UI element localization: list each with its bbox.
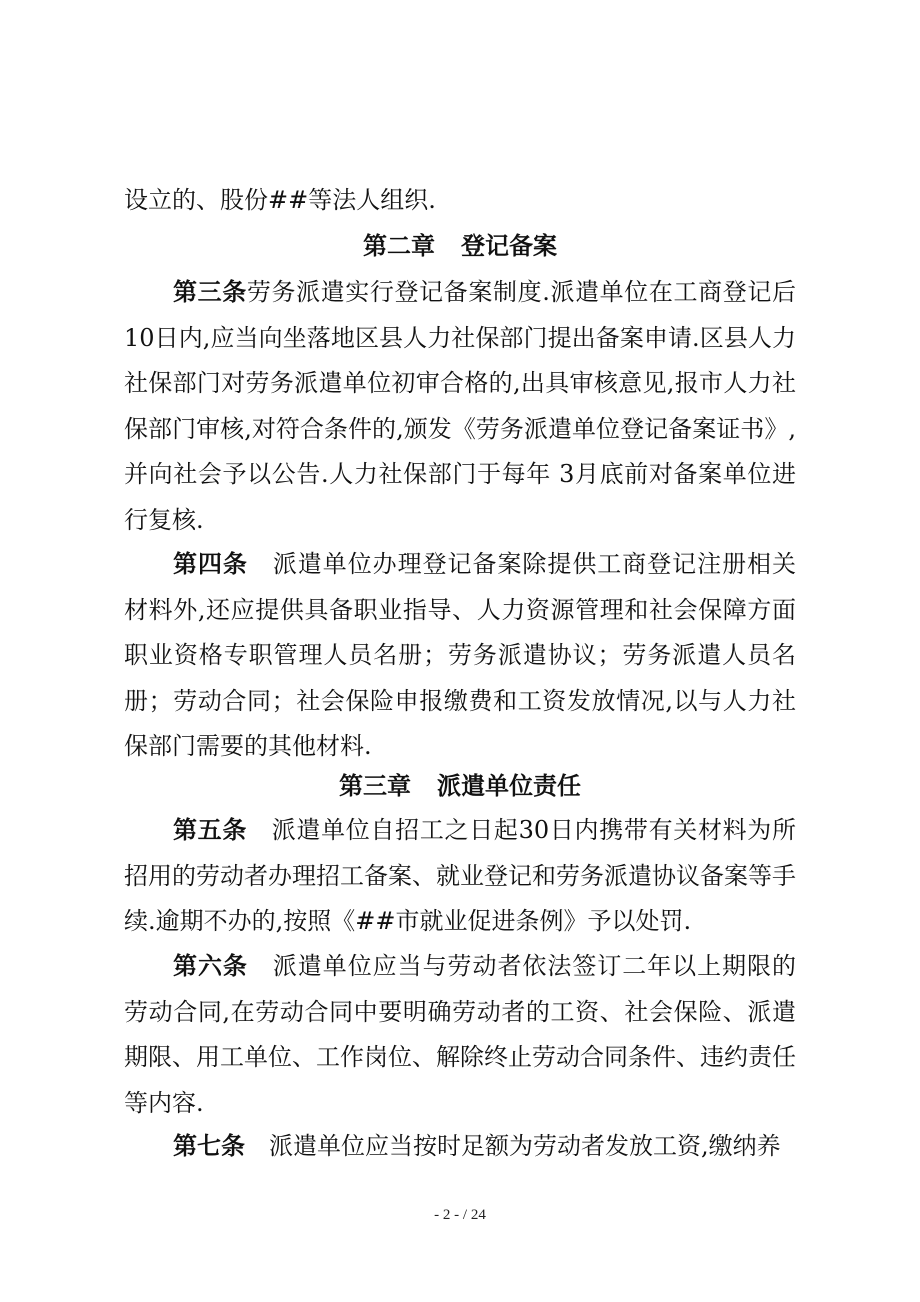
article-3-label: 第三条	[173, 278, 247, 306]
chapter-3-number: 第三章	[339, 772, 411, 800]
continuation-paragraph	[124, 178, 796, 224]
article-4-label: 第四条	[173, 550, 248, 578]
article-5-text: 派遣单位自招工之日起30日内携带有关材料为所招用的劳动者办理招工备案、就业登记和劳务派遣协议备案等手续.逾期不办的,按照《##市就业促进条例》予以处罚.	[124, 816, 796, 936]
article-3	[124, 270, 796, 544]
chapter-2-heading	[0, 230, 920, 262]
chapter-2-number: 第二章	[363, 232, 435, 260]
article-6-label: 第六条	[173, 952, 248, 980]
article-6	[124, 944, 796, 1126]
page-number: - 2 - / 24	[434, 1207, 486, 1223]
article-7-text: 派遣单位应当按时足额为劳动者发放工资,缴纳养	[269, 1132, 781, 1160]
chapter-2-title: 登记备案	[461, 232, 557, 260]
article-4	[124, 542, 796, 770]
article-6-text: 派遣单位应当与劳动者依法签订二年以上期限的劳动合同,在劳动合同中要明确劳动者的工资、社会保险、派遣期限、用工单位、工作岗位、解除终止劳动合同条件、违约责任等内容.	[124, 952, 796, 1117]
article-5-label: 第五条	[173, 816, 248, 844]
chapter-3-heading	[0, 770, 920, 802]
article-3-text: 劳务派遣实行登记备案制度.派遣单位在工商登记后10日内,应当向坐落地区县人力社保部门提出备案申请.区县人力社保部门对劳务派遣单位初审合格的,出具审核意见,报市人力社保部门审核,对符合条件的,颁发《劳务派遣单位登记备案证书》,并向社会予以公告.人力社保部门于每年 3月底前对备案单位进行复核.	[124, 278, 796, 534]
article-7-label: 第七条	[173, 1132, 245, 1160]
article-5	[124, 808, 796, 945]
chapter-3-title: 派遣单位责任	[437, 772, 581, 800]
continuation-text: 设立的、股份##等法人组织.	[124, 186, 436, 214]
article-7	[124, 1124, 796, 1170]
article-4-text: 派遣单位办理登记备案除提供工商登记注册相关材料外,还应提供具备职业指导、人力资源管理和社会保障方面职业资格专职管理人员名册；劳务派遣协议；劳务派遣人员名册；劳动合同；社会保险申报缴费和工资发放情况,以与人力社保部门需要的其他材料.	[124, 550, 796, 761]
